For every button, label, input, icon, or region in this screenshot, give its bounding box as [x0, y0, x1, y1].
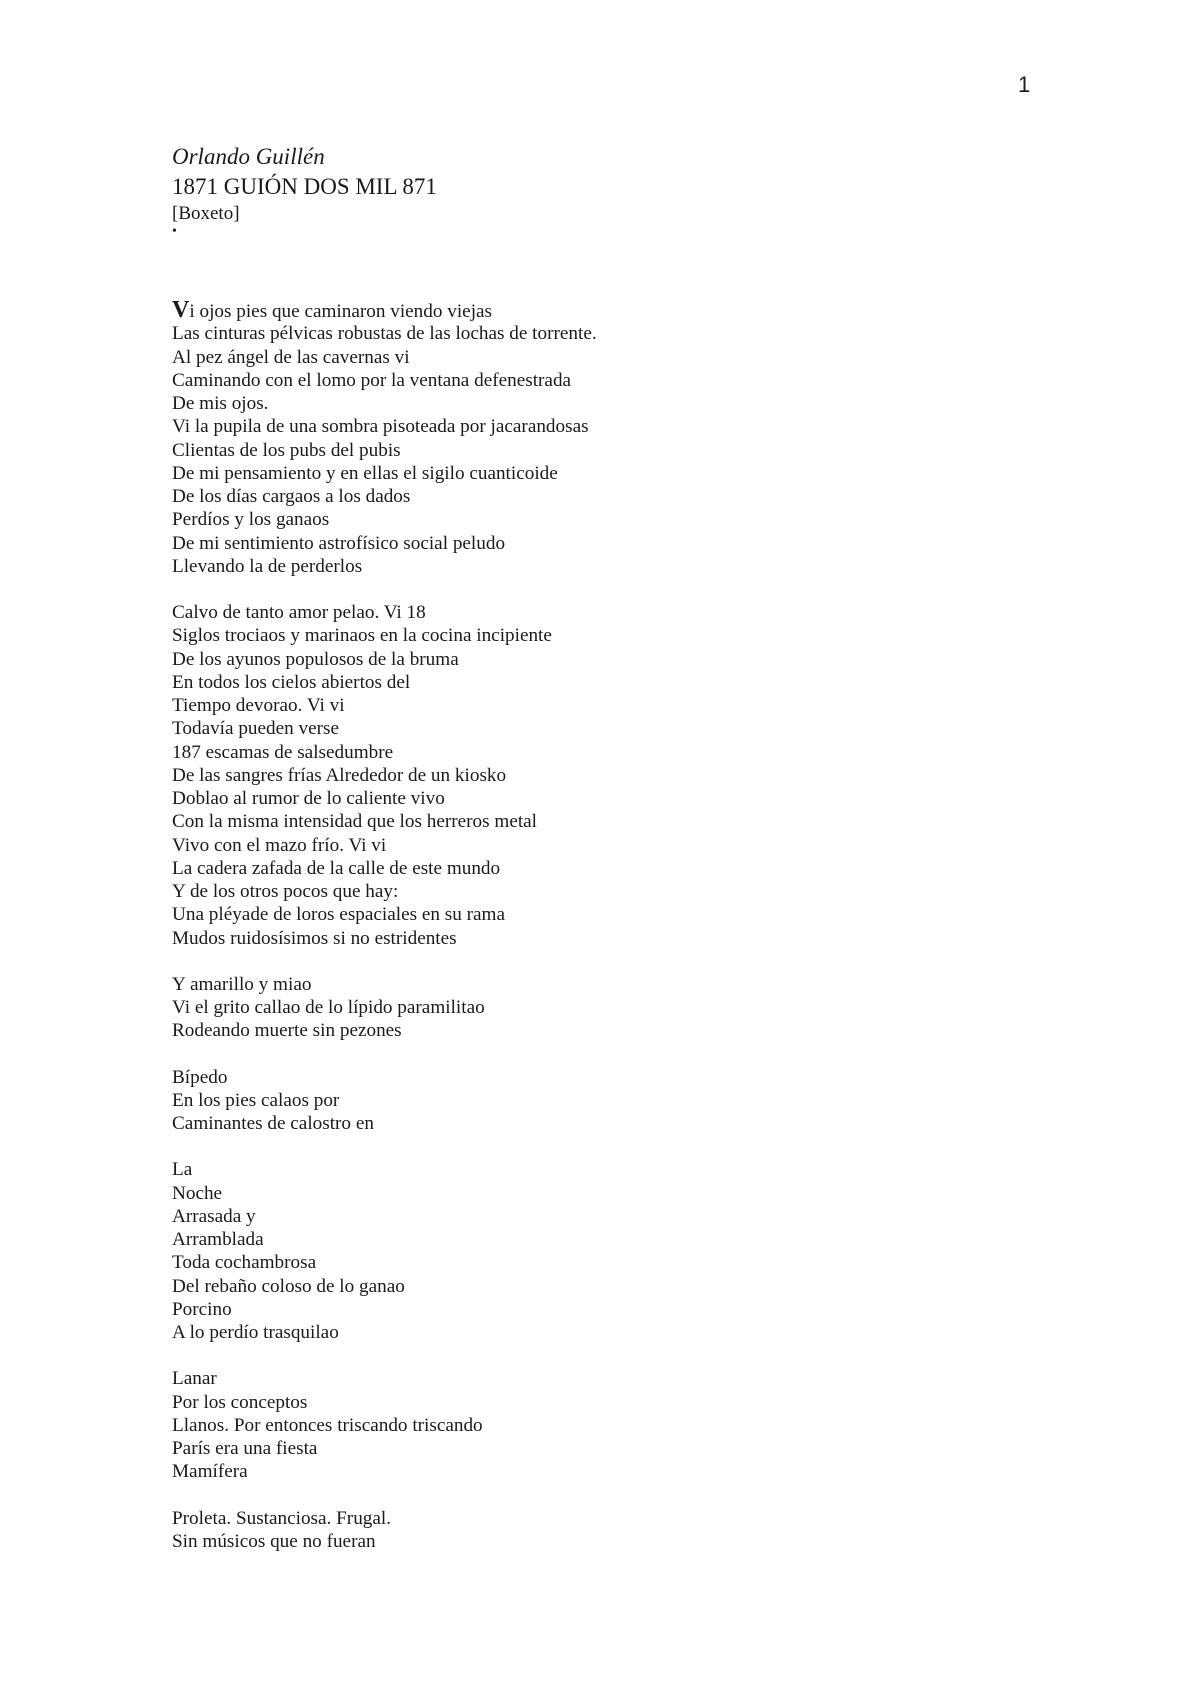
poem-line: Bípedo [172, 1066, 228, 1088]
poem-line: Al pez ángel de las cavernas vi [172, 346, 410, 368]
stanza [172, 1158, 597, 1344]
stanza [172, 1367, 597, 1483]
stanza [172, 601, 597, 950]
poem-line: La cadera zafada de la calle de este mundo [172, 857, 501, 879]
poem-first-line [172, 299, 597, 322]
poem-line: Vi el grito callao de lo lípido paramilitao [172, 997, 485, 1018]
poem-line: Llanos. Por entonces triscando triscando [172, 1414, 483, 1436]
poem-line: Toda cochambrosa [172, 1252, 317, 1274]
poem-line: De mi pensamiento y en ellas el sigilo cuanticoide [172, 462, 558, 484]
poem-line: En todos los cielos abiertos del [172, 671, 411, 693]
poem-line: Y amarillo y miao [172, 973, 312, 995]
first-line-text: i ojos pies que caminaron viendo viejas [189, 301, 493, 322]
poem-line: Caminando con el lomo por la ventana defenestrada [172, 369, 572, 391]
drop-cap: V [172, 297, 190, 323]
poem-line: La [172, 1159, 193, 1181]
poem-line: Llevando la de perderlos [172, 555, 363, 577]
poem-line: Calvo de tanto amor pelao. Vi 18 [172, 602, 426, 623]
poem-line: Mudos ruidosísimos si no estridentes [172, 927, 457, 949]
poem-line: De mi sentimiento astrofísico social peludo [172, 532, 506, 554]
poem-line: Y de los otros pocos que hay: [172, 881, 399, 902]
poem-line: Doblao al rumor de lo caliente vivo [172, 788, 445, 809]
poem-line: De los días cargaos a los dados [172, 486, 411, 507]
document-header [172, 142, 437, 238]
poem-body [172, 299, 597, 1576]
stanza [172, 973, 597, 1043]
poem-line: Noche [172, 1182, 223, 1204]
poem-line: Todavía pueden verse [172, 718, 340, 740]
poem-line: Rodeando muerte sin pezones [172, 1020, 402, 1042]
poem-title: 1871 GUIÓN DOS MIL 871 [172, 174, 437, 199]
poem-line: Con la misma intensidad que los herreros metal [172, 811, 538, 833]
stanza [172, 1507, 597, 1554]
poem-line: Porcino [172, 1298, 232, 1320]
poem-line: Vivo con el mazo frío. Vi vi [172, 834, 387, 856]
poem-line: Arramblada [172, 1229, 264, 1250]
poem-line: Perdíos y los ganaos [172, 509, 330, 531]
poem-line: Vi la pupila de una sombra pisoteada por jacarandosas [172, 416, 589, 438]
poem-line: 187 escamas de salsedumbre [172, 741, 394, 763]
poem-line: Mamífera [172, 1461, 248, 1483]
page-number: 1 [1018, 72, 1031, 97]
poem-line: De mis ojos. [172, 393, 269, 414]
poem-line: Caminantes de calostro en [172, 1113, 374, 1134]
poem-line: Del rebaño coloso de lo ganao [172, 1275, 405, 1297]
poem-line: A lo perdío trasquilao [172, 1322, 339, 1343]
poem-line: Siglos trociaos y marinaos en la cocina incipiente [172, 625, 552, 647]
poem-line: Una pléyade de loros espaciales en su rama [172, 904, 505, 926]
poem-line: Tiempo devorao. Vi vi [172, 695, 345, 716]
poem-line: París era una fiesta [172, 1438, 318, 1459]
poem-line: Arrasada y [172, 1205, 256, 1227]
poem-line: De los ayunos populosos de la bruma [172, 648, 459, 670]
stanza [172, 1066, 597, 1136]
poem-line: De las sangres frías Alrededor de un kiosko [172, 764, 507, 786]
poem-line: Clientas de los pubs del pubis [172, 439, 401, 461]
poem-line: Sin músicos que no fueran [172, 1530, 376, 1552]
poem-line: Las cinturas pélvicas robustas de las lochas de torrente. [172, 323, 597, 345]
poem-line: Proleta. Sustanciosa. Frugal. [172, 1507, 392, 1529]
author-name: Orlando Guillén [172, 144, 325, 169]
poem-subtitle: [Boxeto] [172, 203, 240, 224]
poem-line: Por los conceptos [172, 1391, 308, 1413]
poem-line: Lanar [172, 1368, 217, 1390]
poem-line: En los pies calaos por [172, 1089, 340, 1111]
bullet-mark: • [172, 224, 177, 239]
